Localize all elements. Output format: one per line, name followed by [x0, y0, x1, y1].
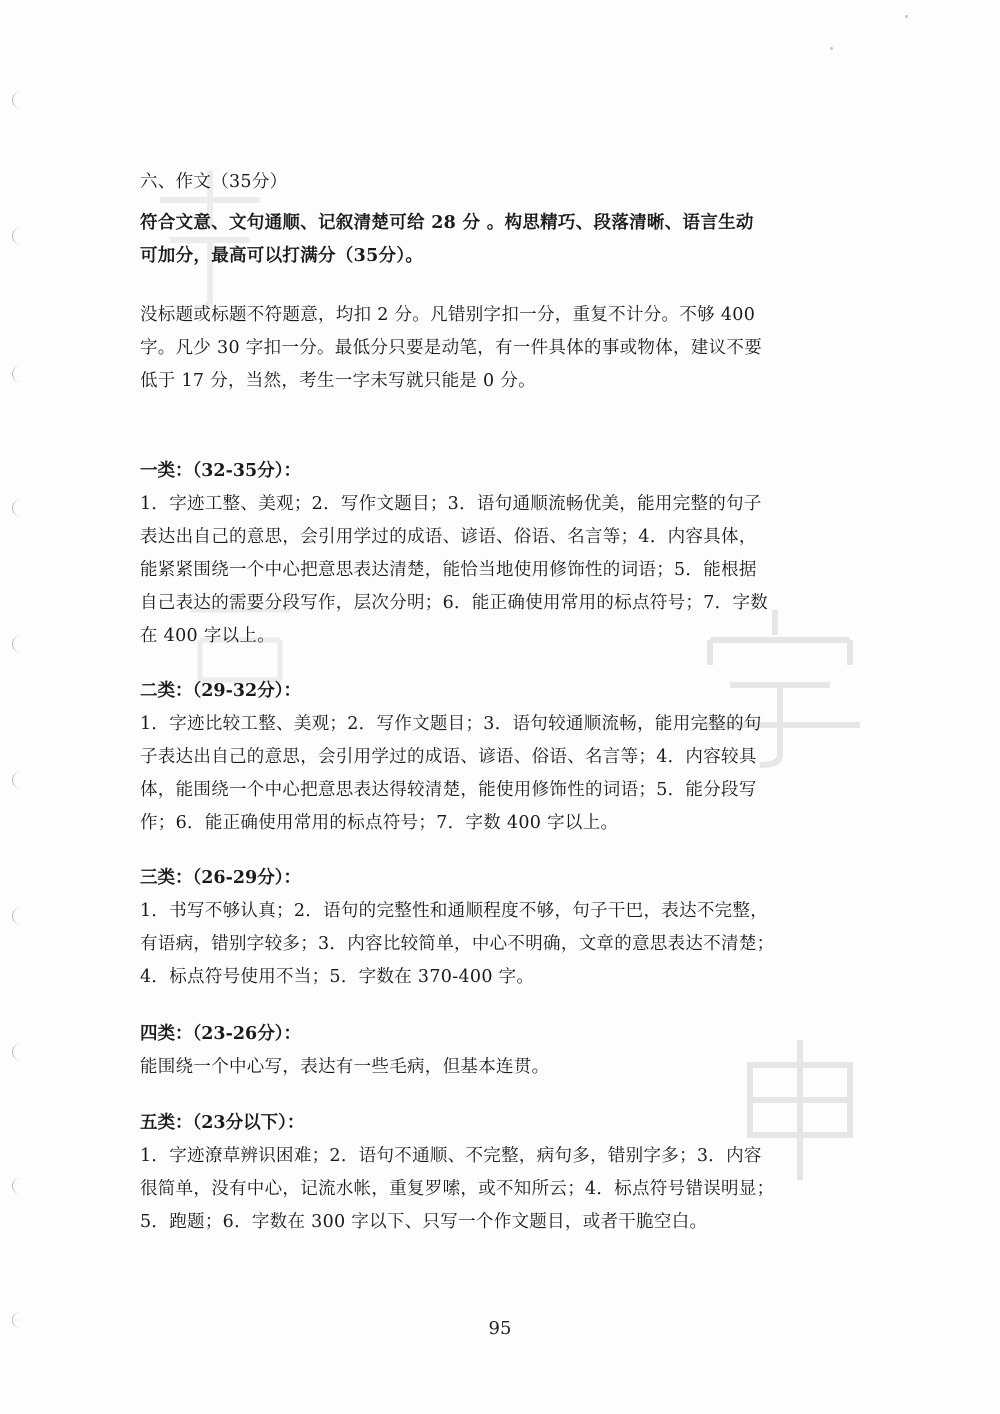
binding-hole	[12, 636, 23, 652]
binding-hole	[12, 500, 23, 516]
binding-hole	[12, 1044, 23, 1060]
paragraph-line: 字。凡少 30 字扣一分。最低分只要是动笔，有一件具体的事或物体，建议不要	[140, 338, 762, 358]
paragraph-line: 可加分，最高可以打满分（35分）。	[140, 246, 424, 266]
category-4	[140, 1018, 549, 1084]
binding-hole	[12, 92, 23, 108]
category-line: 体，能围绕一个中心把意思表达得较清楚，能使用修饰性的词语；5．能分段写	[140, 780, 757, 800]
category-line: 1．字迹比较工整、美观；2．写作文题目；3．语句较通顺流畅，能用完整的句	[140, 714, 762, 734]
binding-hole	[12, 366, 23, 382]
category-line: 自己表达的需要分段写作，层次分明；6．能正确使用常用的标点符号；7．字数	[140, 593, 769, 613]
scan-speck	[830, 47, 833, 50]
intro-paragraph-2	[140, 299, 762, 398]
category-line: 能紧紧围绕一个中心把意思表达清楚，能恰当地使用修饰性的词语；5．能根据	[140, 560, 757, 580]
paragraph-line: 低于 17 分，当然，考生一字未写就只能是 0 分。	[140, 371, 536, 391]
binding-hole	[12, 1178, 23, 1194]
category-3	[140, 862, 774, 994]
category-1	[140, 455, 768, 653]
page-number: 95	[488, 1318, 512, 1339]
binding-hole	[12, 772, 23, 788]
category-title: 五类：（23分以下）：	[140, 1113, 305, 1133]
category-title: 四类：（23-26分）：	[140, 1024, 301, 1044]
category-line: 1．书写不够认真；2．语句的完整性和通顺程度不够，句子干巴，表达不完整，	[140, 901, 769, 921]
paragraph-line: 符合文意、文句通顺、记叙清楚可给 28 分 。构思精巧、段落清晰、语言生动	[140, 213, 754, 233]
category-title: 一类：（32-35分）：	[140, 461, 301, 481]
scan-speck	[905, 15, 908, 18]
section-title: 六、作文（35分）	[140, 172, 288, 192]
category-line: 有语病，错别字较多；3．内容比较简单，中心不明确，文章的意思表达不清楚；	[140, 934, 775, 954]
category-line: 作；6．能正确使用常用的标点符号；7．字数 400 字以上。	[140, 813, 619, 833]
category-2	[140, 675, 762, 840]
category-line: 在 400 字以上。	[140, 626, 276, 646]
paragraph-line: 没标题或标题不符题意，均扣 2 分。凡错别字扣一分，重复不计分。不够 400	[140, 305, 756, 325]
category-line: 4．标点符号使用不当；5．字数在 370-400 字。	[140, 967, 535, 987]
category-line: 5．跑题；6．字数在 300 字以下、只写一个作文题目，或者干脆空白。	[140, 1212, 708, 1232]
category-line: 表达出自己的意思，会引用学过的成语、谚语、俗语、名言等；4．内容具体，	[140, 527, 757, 547]
category-line: 1．字迹潦草辨识困难；2．语句不通顺、不完整，病句多，错别字多；3．内容	[140, 1146, 762, 1166]
category-line: 能围绕一个中心写，表达有一些毛病，但基本连贯。	[140, 1057, 550, 1077]
intro-paragraph-1	[140, 207, 754, 273]
category-title: 二类：（29-32分）：	[140, 681, 301, 701]
binding-hole	[12, 228, 23, 244]
category-line: 很简单，没有中心，记流水帐，重复罗嗦，或不知所云；4．标点符号错误明显；	[140, 1179, 775, 1199]
binding-hole	[12, 908, 23, 924]
category-title: 三类：（26-29分）：	[140, 868, 301, 888]
category-line: 1．字迹工整、美观；2．写作文题目；3．语句通顺流畅优美，能用完整的句子	[140, 494, 762, 514]
category-line: 子表达出自己的意思，会引用学过的成语、谚语、俗语、名言等；4．内容较具	[140, 747, 757, 767]
category-5	[140, 1107, 774, 1239]
